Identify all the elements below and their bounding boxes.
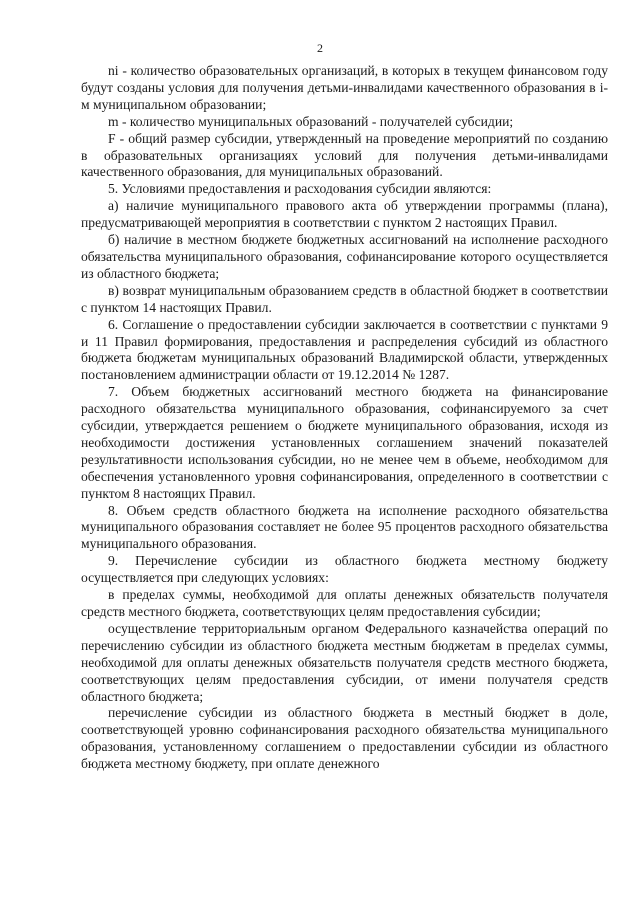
paragraph: а) наличие муниципального правового акта об утверждении программы (плана), предусматривающей мероприятия в соответствии с пунктом 2 настоящих Правил.	[81, 198, 608, 231]
paragraph: осуществление территориальным органом Федерального казначейства операций по перечислению субсидии из областного бюджета местным бюджетам в пределах суммы, необходимой для оплаты денежных обязательств получателя средств местного бюджета, соответствующих целям предоставления субсидии, от имени получателя средств областного бюджета;	[81, 620, 608, 704]
paragraph: 6. Соглашение о предоставлении субсидии заключается в соответствии с пунктами 9 и 11 Правил формирования, предоставления и распределения субсидий из областного бюджета бюджетам муниципальных образований Владимирской области, утвержденных постановлением администрации области от 19.12.2014 № 1287.	[81, 316, 608, 383]
paragraph: F - общий размер субсидии, утвержденный на проведение мероприятий по созданию в образовательных организациях условий для получения детьми-инвалидами качественного образования, для муниципальных образований.	[81, 130, 608, 180]
page-number: 2	[317, 41, 323, 55]
paragraph: 9. Перечисление субсидии из областного бюджета местному бюджету осуществляется при следующих условиях:	[81, 553, 608, 586]
paragraph: ni - количество образовательных организаций, в которых в текущем финансовом году будут созданы условия для получения детьми-инвалидами качественного образования в i-м муниципальном образовании;	[81, 63, 608, 112]
paragraph: перечисление субсидии из областного бюджета в местный бюджет в доле, соответствующей уровню софинансирования расходного обязательства муниципального образования, установленному соглашением о предоставлении субсидии из областного бюджета местному бюджету, при оплате денежного	[81, 705, 608, 772]
paragraph: 5. Условиями предоставления и расходования субсидии являются:	[108, 181, 492, 197]
document-body	[81, 63, 608, 773]
paragraph: m - количество муниципальных образований - получателей субсидии;	[108, 113, 514, 129]
paragraph: 8. Объем средств областного бюджета на исполнение расходного обязательства муниципального образования составляет не более 95 процентов расходного обязательства муниципального образования.	[81, 502, 608, 552]
paragraph: 7. Объем бюджетных ассигнований местного бюджета на финансирование расходного обязательства муниципального образования, софинансируемого за счет субсидии, утверждается решением о бюджете муниципального образования, исходя из необходимости достижения установленных соглашением значений показателей результативности использования субсидии, но не менее чем в объеме, необходимом для обеспечения установленного уровня софинансирования, определенного в соответствии с пунктом 8 настоящих Правил.	[81, 384, 608, 501]
paragraph: в) возврат муниципальным образованием средств в областной бюджет в соответствии с пунктом 14 настоящих Правил.	[81, 282, 608, 315]
paragraph: б) наличие в местном бюджете бюджетных ассигнований на исполнение расходного обязательства муниципального образования, софинансирование которого осуществляется из областного бюджета;	[81, 232, 608, 281]
paragraph: в пределах суммы, необходимой для оплаты денежных обязательств получателя средств местного бюджета, соответствующих целям предоставления субсидии;	[81, 587, 608, 619]
